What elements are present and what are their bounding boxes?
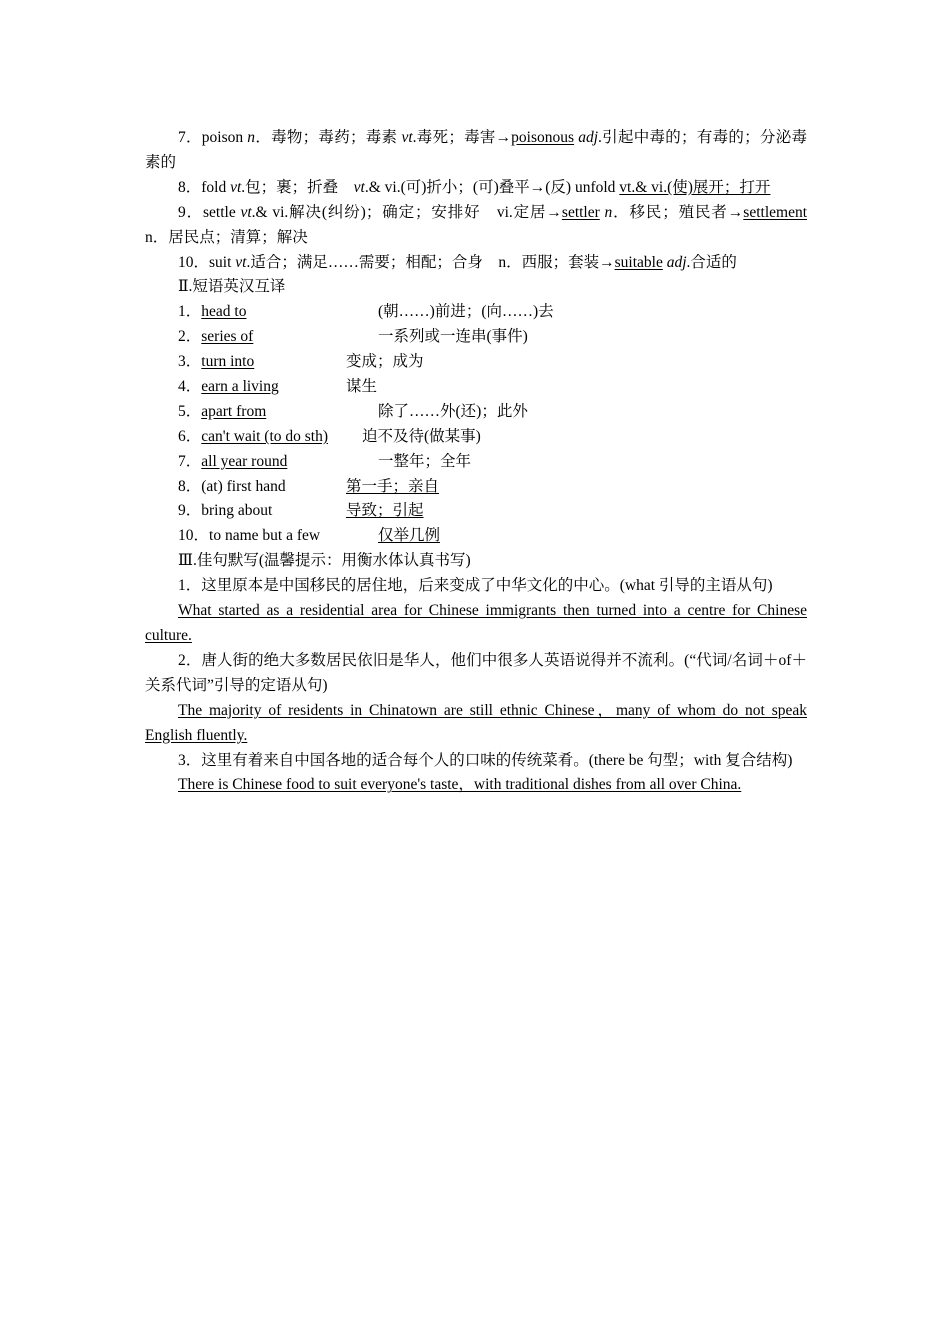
phrase-chinese: (朝……)前进；(向……)去 bbox=[378, 303, 554, 321]
phrase-row bbox=[145, 425, 807, 450]
phrase-english: series of bbox=[201, 328, 254, 346]
phrase-english: head to bbox=[201, 303, 247, 321]
section-2-title: Ⅱ.短语英汉互译 bbox=[178, 278, 286, 296]
vocab-answer: suitable bbox=[614, 253, 663, 271]
phrase-chinese: 谋生 bbox=[346, 378, 378, 396]
phrase-chinese: 第一手；亲自 bbox=[346, 477, 440, 495]
vocab-text: 8．fold bbox=[178, 178, 231, 196]
section-3-title: Ⅲ.佳句默写(温馨提示：用衡水体认真书写) bbox=[178, 552, 471, 570]
phrase-chinese: 迫不及待(做某事) bbox=[362, 427, 481, 445]
vocab-text: .适合；满足……需要；相配；合身 n．西服；套装→ bbox=[246, 253, 615, 271]
phrase-chinese: 仅举几例 bbox=[378, 527, 441, 545]
vocab-answer: poisonous bbox=[511, 129, 575, 146]
phrase-number: 1． bbox=[178, 303, 202, 321]
phrase-row bbox=[145, 524, 807, 549]
vocab-text: ．移民；殖民者→ bbox=[612, 203, 744, 221]
vocab-text: 9．settle bbox=[178, 203, 241, 221]
vocab-text: .毒死；毒害→ bbox=[412, 129, 512, 146]
sentence-question: 3．这里有着来自中国各地的适合每个人的口味的传统菜肴。(there be 句型；with 复合结构) bbox=[178, 751, 793, 769]
phrase-row bbox=[145, 350, 807, 375]
vocab-item-10 bbox=[145, 251, 807, 276]
phrase-chinese: 除了……外(还)；此外 bbox=[378, 402, 528, 420]
phrase-chinese: 一系列或一连串(事件) bbox=[378, 328, 528, 346]
phrase-english: to name but a few bbox=[209, 527, 321, 545]
pos-tag: vt bbox=[230, 178, 242, 196]
phrase-row bbox=[145, 450, 807, 475]
pos-tag: vt bbox=[353, 178, 365, 196]
phrase-english: (at) first hand bbox=[201, 477, 286, 495]
worksheet-page bbox=[145, 126, 807, 798]
vocab-answer: settler bbox=[561, 203, 600, 221]
phrase-english: bring about bbox=[201, 502, 273, 520]
pos-tag: n bbox=[599, 203, 613, 221]
pos-tag: adj bbox=[662, 253, 687, 271]
phrase-number: 5． bbox=[178, 402, 202, 420]
phrase-number: 10． bbox=[178, 527, 210, 545]
pos-tag: vt bbox=[240, 203, 252, 221]
phrase-number: 7． bbox=[178, 452, 202, 470]
sentence-answer: The majority of residents in Chinatown are still ethnic Chinese，many of whom do not speak English fluently. bbox=[145, 701, 807, 744]
pos-tag: vt bbox=[235, 253, 247, 271]
vocab-item-9 bbox=[145, 201, 807, 251]
phrase-list bbox=[145, 300, 807, 549]
phrase-english: earn a living bbox=[201, 378, 279, 396]
vocab-text: n．居民点；清算；解决 bbox=[145, 228, 308, 246]
pos-tag: adj bbox=[574, 129, 599, 146]
phrase-number: 4． bbox=[178, 378, 202, 396]
sentence-question: 2．唐人街的绝大多数居民依旧是华人，他们中很多人英语说得并不流利。(“代词/名词＋of＋关系代词”引导的定语从句) bbox=[145, 651, 807, 694]
phrase-english: all year round bbox=[201, 452, 288, 470]
phrase-row bbox=[145, 325, 807, 350]
vocab-answer: vt.& vi.(使)展开；打开 bbox=[619, 178, 771, 196]
phrase-row bbox=[145, 300, 807, 325]
phrase-row bbox=[145, 375, 807, 400]
vocab-text: 7．poison bbox=[178, 129, 248, 146]
phrase-row bbox=[145, 475, 807, 500]
vocab-item-7 bbox=[145, 126, 807, 176]
phrase-number: 3． bbox=[178, 353, 202, 371]
phrase-number: 9． bbox=[178, 502, 202, 520]
vocab-text: .包；裹；折叠 bbox=[241, 178, 354, 196]
vocab-text: .合适的 bbox=[686, 253, 737, 271]
pos-tag: n bbox=[247, 129, 256, 146]
phrase-chinese: 变成；成为 bbox=[346, 353, 424, 371]
pos-tag: vt bbox=[401, 129, 413, 146]
sentence-answer: What started as a residential area for Chinese immigrants then turned into a centre for Chinese culture. bbox=[145, 602, 807, 644]
vocab-text: ．毒物；毒药；毒素 bbox=[255, 129, 402, 146]
vocab-text: .& vi.解决(纠纷)；确定；安排好 vi.定居→ bbox=[251, 203, 562, 221]
vocab-item-8 bbox=[145, 176, 807, 201]
phrase-chinese: 一整年；全年 bbox=[378, 452, 472, 470]
vocab-text: 10．suit bbox=[178, 253, 236, 271]
phrase-number: 8． bbox=[178, 477, 202, 495]
phrase-english: can't wait (to do sth) bbox=[201, 427, 329, 445]
phrase-english: apart from bbox=[201, 402, 267, 420]
sentence-question: 1．这里原本是中国移民的居住地，后来变成了中华文化的中心。(what 引导的主语从句) bbox=[178, 577, 773, 595]
vocab-text: .& vi.(可)折小；(可)叠平→(反) unfold bbox=[364, 178, 620, 196]
vocab-answer: settlement bbox=[743, 203, 807, 221]
phrase-row bbox=[145, 499, 807, 524]
phrase-number: 2． bbox=[178, 328, 202, 346]
phrase-row bbox=[145, 400, 807, 425]
phrase-number: 6． bbox=[178, 427, 202, 445]
sentence-answer: There is Chinese food to suit everyone's taste，with traditional dishes from all over China. bbox=[178, 776, 742, 794]
phrase-english: turn into bbox=[201, 353, 255, 371]
vocab-text: .引起中毒的；有毒的；分泌毒素的 bbox=[145, 129, 807, 171]
phrase-chinese: 导致；引起 bbox=[346, 502, 424, 520]
